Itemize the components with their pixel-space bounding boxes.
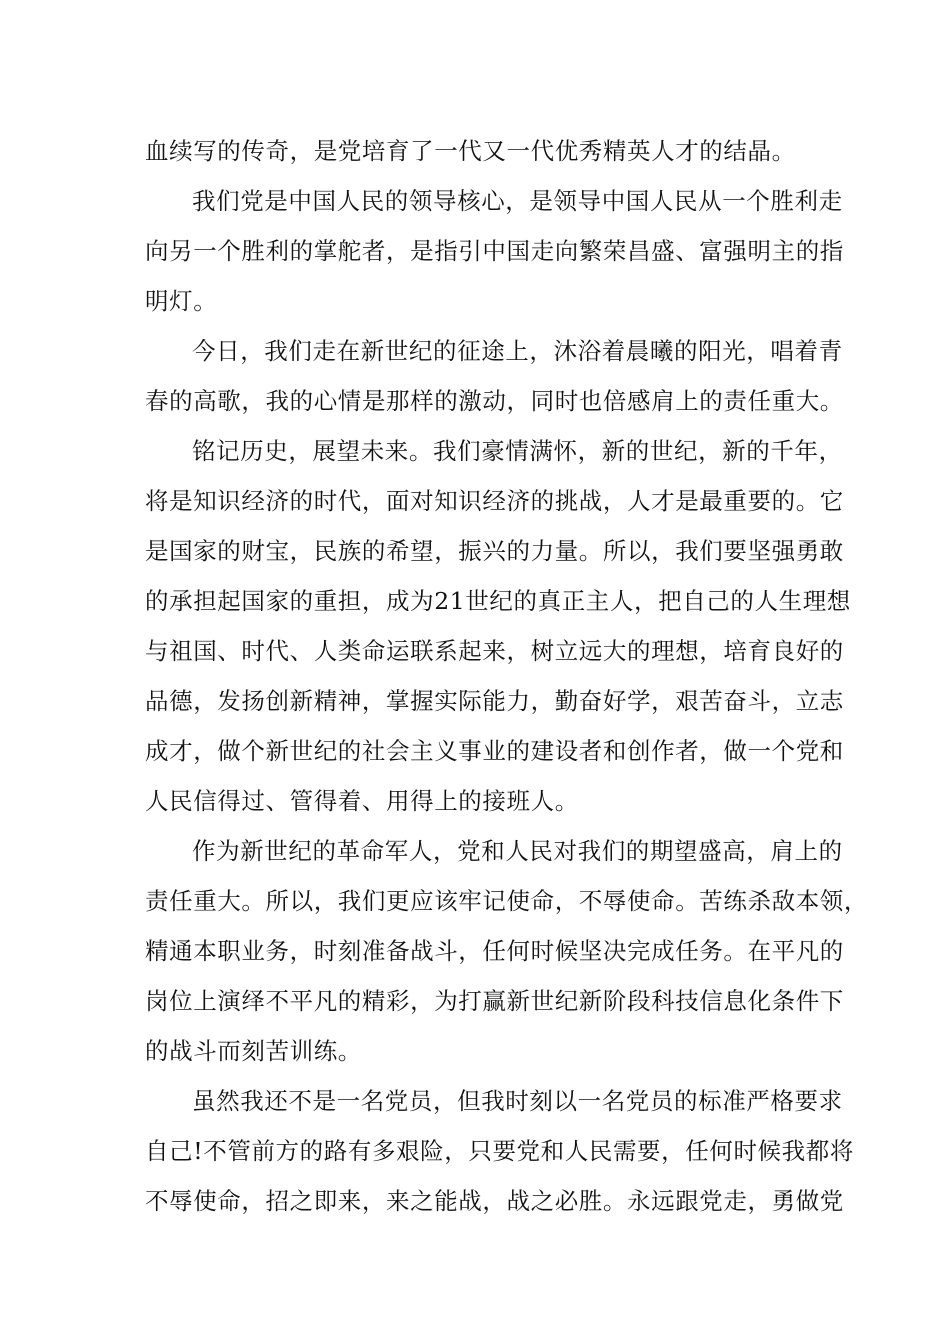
paragraph-first-line: 铭记历史，展望未来。我们豪情满怀，新的世纪，新的千年， [192, 437, 843, 465]
paragraph-first-line: 今日，我们走在新世纪的征途上，沐浴着晨曦的阳光，唱着青 [192, 337, 843, 365]
paragraph-first-line: 作为新世纪的革命军人，党和人民对我们的期望盛高，肩上的 [192, 837, 843, 865]
text-line: 责任重大。所以，我们更应该牢记使命，不辱使命。苦练杀敌本领， [145, 887, 868, 915]
text-line: 成才，做个新世纪的社会主义事业的建设者和创作者，做一个党和 [145, 737, 844, 765]
text-line: 是国家的财宝，民族的希望，振兴的力量。所以，我们要坚强勇敢 [145, 537, 844, 565]
text-line: 春的高歌，我的心情是那样的激动，同时也倍感肩上的责任重大。 [145, 387, 844, 415]
text-line: 向另一个胜利的掌舵者，是指引中国走向繁荣昌盛、富强明主的指 [145, 237, 844, 265]
text-line: 将是知识经济的时代，面对知识经济的挑战，人才是最重要的。它 [145, 487, 844, 515]
text-line: 的承担起国家的重担，成为21世纪的真正主人，把自己的人生理想 [145, 587, 851, 615]
text-line: 明灯。 [145, 287, 218, 315]
paragraph-first-line: 虽然我还不是一名党员，但我时刻以一名党员的标准严格要求 [192, 1087, 843, 1115]
text-line: 岗位上演绎不平凡的精彩，为打赢新世纪新阶段科技信息化条件下 [145, 987, 844, 1015]
text-line: 人民信得过、管得着、用得上的接班人。 [145, 787, 579, 815]
paragraph-first-line: 我们党是中国人民的领导核心，是领导中国人民从一个胜利走 [192, 187, 843, 215]
text-line: 精通本职业务，时刻准备战斗，任何时候坚决完成任务。在平凡的 [145, 937, 844, 965]
text-line: 血续写的传奇，是党培育了一代又一代优秀精英人才的结晶。 [145, 137, 796, 165]
text-line: 自己!不管前方的路有多艰险，只要党和人民需要，任何时候我都将 [145, 1137, 854, 1165]
text-line: 品德，发扬创新精神，掌握实际能力，勤奋好学，艰苦奋斗，立志 [145, 687, 844, 715]
text-line: 的战斗而刻苦训练。 [145, 1037, 362, 1065]
text-line: 不辱使命，招之即来，来之能战，战之必胜。永远跟党走，勇做党 [145, 1187, 844, 1215]
text-line: 与祖国、时代、人类命运联系起来，树立远大的理想，培育良好的 [145, 637, 844, 665]
